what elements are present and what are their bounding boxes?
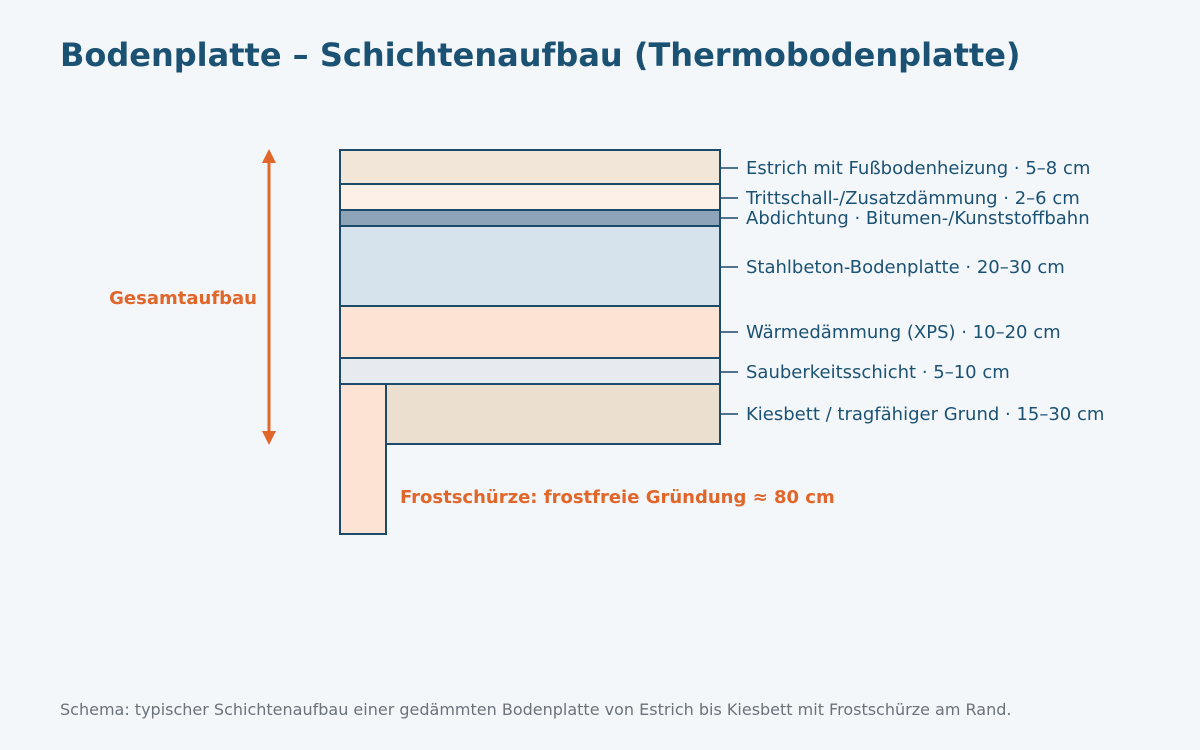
arrow-head-top xyxy=(262,149,276,163)
layer-stahlbeton xyxy=(340,226,720,306)
layer-sauberkeitsschicht xyxy=(340,358,720,384)
frost-apron-label: Frostschürze: frostfreie Gründung ≈ 80 cm xyxy=(400,487,835,508)
leader-lines xyxy=(721,168,738,414)
layer-estrich xyxy=(340,150,720,184)
layer-label-abdichtung: Abdichtung · Bitumen-/Kunststoffbahn xyxy=(746,208,1090,229)
caption: Schema: typischer Schichtenaufbau einer gedämmten Bodenplatte von Estrich bis Kiesbett mit Frostschürze am Rand. xyxy=(60,700,1012,719)
total-height-label: Gesamtaufbau xyxy=(109,288,257,309)
layer-abdichtung xyxy=(340,210,720,226)
layer-waermedaemmung xyxy=(340,306,720,358)
layer-kiesbett xyxy=(340,384,720,444)
layer-label-stahlbeton: Stahlbeton-Bodenplatte · 20–30 cm xyxy=(746,257,1065,278)
layer-label-estrich: Estrich mit Fußbodenheizung · 5–8 cm xyxy=(746,158,1091,179)
page-title: Bodenplatte – Schichtenaufbau (Thermobodenplatte) xyxy=(60,36,1021,74)
layer-trittschall xyxy=(340,184,720,210)
layer-label-sauberkeitsschicht: Sauberkeitsschicht · 5–10 cm xyxy=(746,362,1010,383)
layer-label-waermedaemmung: Wärmedämmung (XPS) · 10–20 cm xyxy=(746,322,1061,343)
layers-group xyxy=(340,150,720,534)
layer-label-kiesbett: Kiesbett / tragfähiger Grund · 15–30 cm xyxy=(746,404,1105,425)
layer-labels xyxy=(745,158,1104,425)
layer-label-trittschall: Trittschall-/Zusatzdämmung · 2–6 cm xyxy=(746,188,1080,209)
arrow-head-bottom xyxy=(262,431,276,445)
frost-apron xyxy=(340,384,386,534)
total-height-arrow xyxy=(262,149,276,445)
